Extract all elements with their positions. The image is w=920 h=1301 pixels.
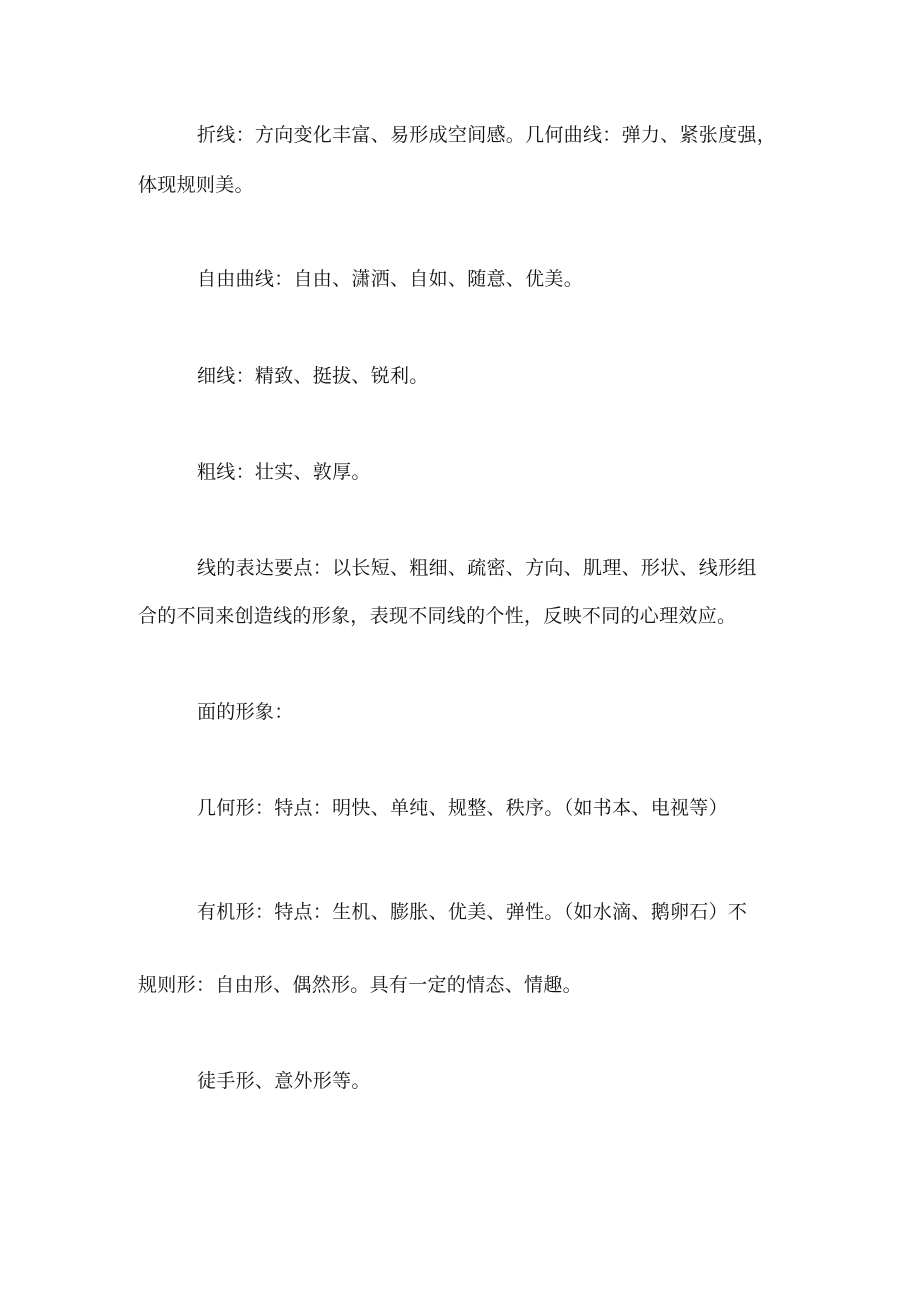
paragraph-thin-line: 细线：精致、挺拔、锐利。 xyxy=(197,365,429,387)
paragraph-freehand-shape: 徒手形、意外形等。 xyxy=(197,1070,371,1092)
paragraph-thick-line: 粗线：壮实、敦厚。 xyxy=(197,461,371,483)
paragraph-polyline-line-1: 折线：方向变化丰富、易形成空间感。几何曲线：弹力、紧张度强， xyxy=(197,124,777,146)
paragraph-free-curve: 自由曲线：自由、潇洒、自如、随意、优美。 xyxy=(197,268,584,290)
heading-surface-image: 面的形象： xyxy=(197,701,294,723)
paragraph-geometric-shape: 几何形：特点：明快、单纯、规整、秩序。（如书本、电视等） xyxy=(197,797,728,819)
paragraph-polyline-line-2: 体现规则美。 xyxy=(138,174,254,196)
paragraph-organic-shape-line-1: 有机形：特点：生机、膨胀、优美、弹性。（如水滴、鹅卵石）不 xyxy=(197,901,748,923)
paragraph-organic-shape-line-2: 规则形：自由形、偶然形。具有一定的情态、情趣。 xyxy=(138,974,582,996)
paragraph-line-expression-line-2: 合的不同来创造线的形象，表现不同线的个性，反映不同的心理效应。 xyxy=(138,605,737,627)
paragraph-line-expression-line-1: 线的表达要点：以长短、粗细、疏密、方向、肌理、形状、线形组 xyxy=(197,557,757,579)
